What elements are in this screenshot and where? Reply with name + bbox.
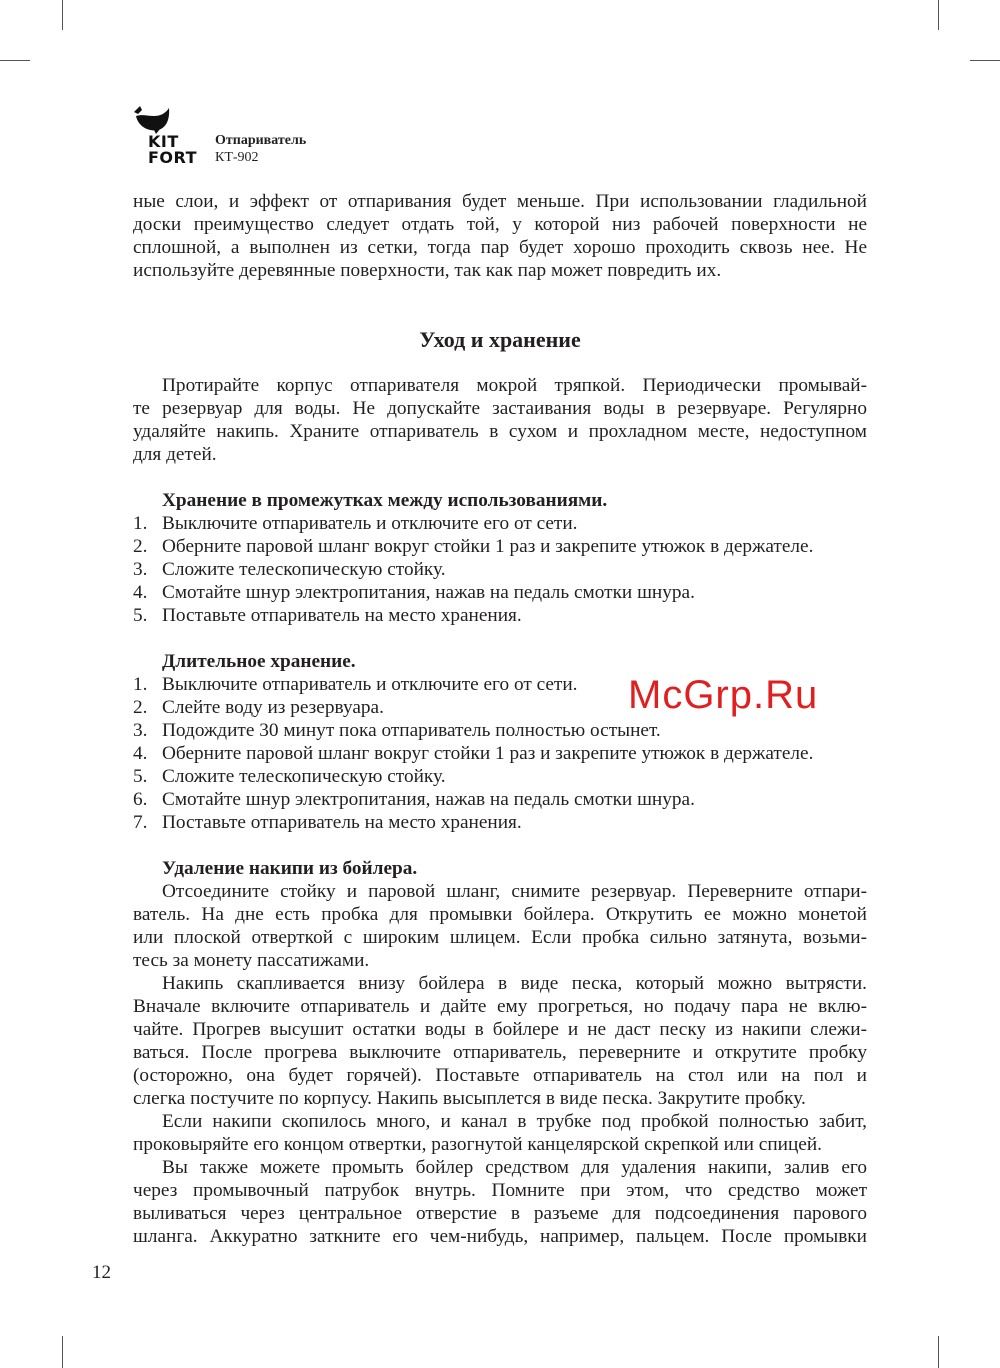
list-number: 5. — [133, 766, 148, 787]
text-line: Вначале включите отпариватель и дайте ему прогреться, но подачу пара не вклю- — [133, 996, 867, 1017]
text-line: шланга. Аккуратно заткните его чем-нибудь, например, пальцем. После промывки — [133, 1226, 867, 1247]
text-line: Отсоедините стойку и паровой шланг, снимите резервуар. Переверните отпари- — [162, 881, 867, 902]
descale-paragraph — [133, 880, 867, 972]
text-line: ваться. После прогрева выключите отпариватель, переверните и открутите пробку — [133, 1042, 867, 1063]
storage-short-section — [133, 489, 867, 627]
list-number: 7. — [133, 812, 148, 833]
list-text: Выключите отпариватель и отключите его от сети. — [162, 674, 578, 695]
list-item — [133, 535, 867, 558]
storage-short-list — [133, 512, 867, 627]
product-model: КТ-902 — [215, 150, 259, 165]
crop-mark — [938, 0, 939, 30]
list-item — [133, 765, 867, 788]
crop-mark — [62, 1336, 63, 1368]
list-number: 1. — [133, 513, 148, 534]
list-text: Поставьте отпариватель на место хранения. — [162, 812, 522, 833]
text-line: ватель. На дне есть пробка для промывки бойлера. Открутить ее можно монетой — [133, 904, 867, 925]
subheading: Длительное хранение. — [162, 651, 356, 672]
list-text: Слейте воду из резервуара. — [162, 697, 384, 718]
crop-mark — [938, 1336, 939, 1368]
product-name: Отпариватель — [215, 133, 307, 148]
list-item — [133, 811, 867, 834]
list-item — [133, 558, 867, 581]
crop-mark — [970, 60, 1000, 61]
subheading: Удаление накипи из бойлера. — [162, 858, 418, 879]
section-title: Уход и хранение — [419, 327, 581, 352]
list-text: Поставьте отпариватель на место хранения. — [162, 605, 522, 626]
list-text: Смотайте шнур электропитания, нажав на педаль смотки шнура. — [162, 789, 695, 810]
text-line: слегка постучите по корпусу. Накипь высыплется в виде песка. Закрутите пробку. — [133, 1088, 806, 1109]
page-body — [133, 190, 867, 1248]
crop-mark — [0, 60, 30, 61]
text-line: используйте деревянные поверхности, так как пар может повредить их. — [133, 260, 722, 281]
text-line: тесь за монету пассатижами. — [133, 950, 370, 971]
text-line: выливаться через центральное отверстие в разъеме для подсоединения парового — [133, 1203, 867, 1224]
subheading: Хранение в промежутках между использованиями. — [162, 490, 608, 511]
list-number: 4. — [133, 582, 148, 603]
page-number: 12 — [92, 1262, 111, 1283]
list-number: 3. — [133, 720, 148, 741]
descale-section — [133, 857, 867, 1248]
text-line: удаляйте накипь. Храните отпариватель в сухом и прохладном месте, недоступном — [133, 421, 867, 442]
list-number: 4. — [133, 743, 148, 764]
text-line: (осторожно, она будет горячей). Поставьте отпариватель на стол или на пол и — [133, 1065, 867, 1086]
brand-kit: KIT — [148, 132, 179, 151]
intro-paragraph — [133, 190, 867, 282]
text-line: проковыряйте его концом отвертки, разогнутой канцелярской скрепкой или спицей. — [133, 1134, 822, 1155]
list-item — [133, 788, 867, 811]
list-item — [133, 742, 867, 765]
text-line: или плоской отверткой с широким шлицем. Если пробка сильно затянута, возьми- — [133, 927, 867, 948]
list-item — [133, 581, 867, 604]
text-line: для детей. — [133, 444, 217, 465]
list-text: Смотайте шнур электропитания, нажав на педаль смотки шнура. — [162, 582, 695, 603]
text-line: сплошной, а выполнен из сетки, тогда пар будет хорошо проходить сквозь нее. Не — [133, 237, 867, 258]
care-paragraph — [133, 374, 867, 466]
list-text: Оберните паровой шланг вокруг стойки 1 раз и закрепите утюжок в держателе. — [162, 743, 814, 764]
list-number: 2. — [133, 697, 148, 718]
watermark: McGrp.Ru — [628, 673, 819, 717]
text-line: те резервуар для воды. Не допускайте застаивания воды в резервуаре. Регулярно — [133, 398, 867, 419]
text-line: ные слои, и эффект от отпаривания будет меньше. При использовании гладильной — [133, 191, 867, 212]
text-line: Протирайте корпус отпаривателя мокрой тряпкой. Периодически промывай- — [162, 375, 867, 396]
list-text: Подождите 30 минут пока отпариватель полностью остынет. — [162, 720, 661, 741]
descale-paragraph — [133, 1156, 867, 1248]
text-line: Если накипи скопилось много, и канал в трубке под пробкой полностью забит, — [162, 1111, 867, 1132]
list-number: 1. — [133, 674, 148, 695]
text-line: Накипь скапливается внизу бойлера в виде песка, который можно вытрясти. — [162, 973, 867, 994]
kitfort-whale-logo-icon — [132, 104, 172, 134]
text-line: чайте. Прогрев высушит остатки воды в бойлере и не даст песку из накипи слежи- — [133, 1019, 867, 1040]
list-text: Сложите телескопическую стойку. — [162, 559, 446, 580]
list-text: Выключите отпариватель и отключите его от сети. — [162, 513, 578, 534]
crop-mark — [62, 0, 63, 30]
brand-fort: FORT — [148, 148, 198, 167]
list-number: 6. — [133, 789, 148, 810]
list-item — [133, 512, 867, 535]
list-item — [133, 719, 867, 742]
descale-paragraph — [133, 1110, 867, 1156]
text-line: Вы также можете промыть бойлер средством для удаления накипи, залив его — [162, 1157, 867, 1178]
list-text: Оберните паровой шланг вокруг стойки 1 раз и закрепите утюжок в держателе. — [162, 536, 814, 557]
list-number: 5. — [133, 605, 148, 626]
text-line: доски преимущество следует отдать той, у которой низ рабочей поверхности не — [133, 214, 867, 235]
list-text: Сложите телескопическую стойку. — [162, 766, 446, 787]
list-number: 2. — [133, 536, 148, 557]
descale-paragraph — [133, 972, 867, 1110]
list-item — [133, 604, 867, 627]
text-line: через промывочный патрубок внутрь. Помните при этом, что средство может — [133, 1180, 867, 1201]
list-number: 3. — [133, 559, 148, 580]
